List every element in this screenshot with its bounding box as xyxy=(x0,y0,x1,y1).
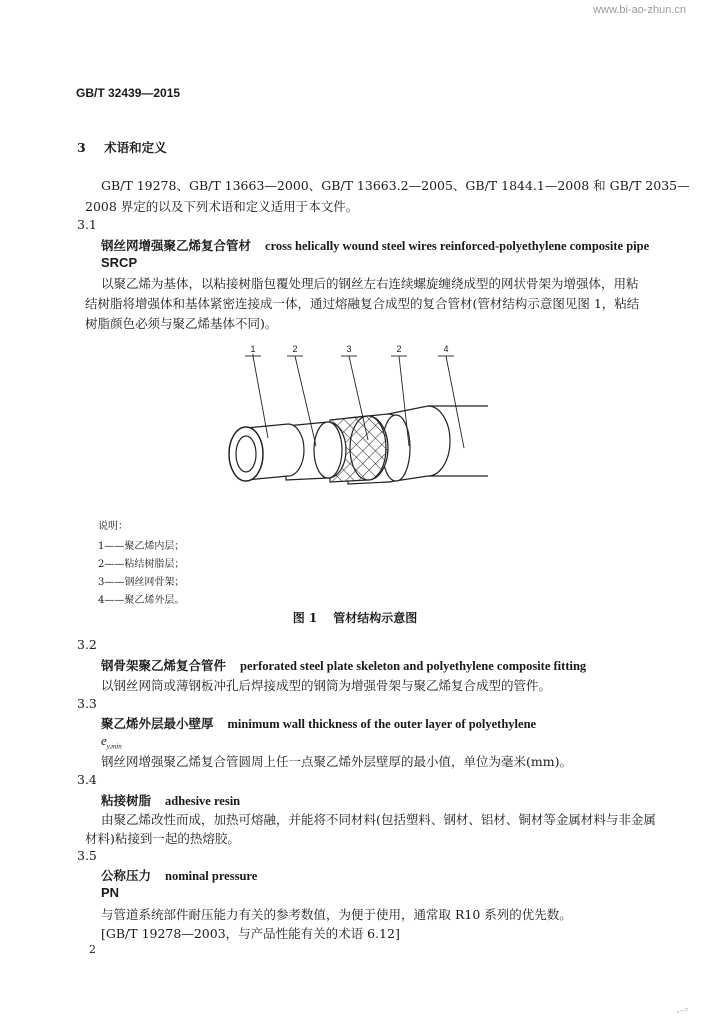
legend-item: 1——聚乙烯内层； xyxy=(98,541,185,552)
definition-line: 钢丝网增强聚乙烯复合管圆周上任一点聚乙烯外层壁厚的最小值，单位为毫米(mm)。 xyxy=(101,754,572,769)
callout-1: 1 xyxy=(250,344,256,354)
symbol-subscript: y,min xyxy=(106,742,122,751)
legend-item: 3——钢丝网骨架； xyxy=(98,577,185,588)
term-en: nominal pressure xyxy=(165,869,258,883)
symbol-base: e xyxy=(101,733,107,748)
legend-title: 说明： xyxy=(98,521,128,532)
term-number: 3.1 xyxy=(77,217,97,232)
legend-item: 4——聚乙烯外层。 xyxy=(98,595,185,606)
term-symbol xyxy=(101,733,122,751)
term-abbreviation: SRCP xyxy=(101,255,138,270)
term-zh: 聚乙烯外层最小壁厚 xyxy=(101,716,214,731)
term-title xyxy=(101,866,257,884)
term-en: perforated steel plate skeleton and polyethylene composite fitting xyxy=(240,659,587,673)
definition-line: 材料)粘接到一起的热熔胶。 xyxy=(85,831,240,846)
term-reference: [GB/T 19278—2003，与产品性能有关的术语 6.12] xyxy=(101,926,400,941)
section-number: 3 xyxy=(77,140,86,155)
figure-title: 管材结构示意图 xyxy=(333,611,418,625)
definition-line: 以聚乙烯为基体，以粘接树脂包覆处理后的钢丝左右连续螺旋缠绕成型的网状骨架为增强体，用粘 xyxy=(101,276,639,291)
definition-line: 树脂颜色必须与聚乙烯基体不同)。 xyxy=(85,316,278,331)
page-number: 2 xyxy=(89,943,96,956)
pipe-bore xyxy=(236,436,256,472)
callout-4: 4 xyxy=(443,344,449,354)
figure-number: 图 1 xyxy=(292,611,318,625)
term-zh: 粘接树脂 xyxy=(101,793,152,808)
definition-line: 以钢丝网筒或薄钢板冲孔后焊接成型的钢筒为增强骨架与聚乙烯复合成型的管件。 xyxy=(101,678,552,693)
legend-item: 2——粘结树脂层； xyxy=(98,559,185,570)
term-number: 3.5 xyxy=(77,848,97,863)
intro-line-2: 2008 界定的以及下列术语和定义适用于本文件。 xyxy=(85,199,359,214)
term-zh: 钢骨架聚乙烯复合管件 xyxy=(101,658,227,673)
term-number: 3.4 xyxy=(77,772,97,787)
watermark: www.bi-ao-zhun.cn xyxy=(593,4,686,16)
term-title xyxy=(101,236,649,254)
term-number: 3.2 xyxy=(77,637,97,652)
corner-mark: ·⁻⁷ xyxy=(676,1008,688,1018)
callout-3: 3 xyxy=(346,344,352,354)
steel-mesh-layer-3-end xyxy=(350,416,386,480)
callout-2: 2 xyxy=(292,344,298,354)
figure-caption xyxy=(0,609,710,626)
definition-line: 与管道系统部件耐压能力有关的参考数值，为便于使用，通常取 R10 系列的优先数。 xyxy=(101,907,572,922)
term-title xyxy=(101,791,240,809)
term-en: minimum wall thickness of the outer layer of polyethylene xyxy=(227,717,537,731)
term-number: 3.3 xyxy=(77,696,97,711)
intro-line-1: GB/T 19278、GB/T 13663—2000、GB/T 13663.2—2005、GB/T 1844.1—2008 和 GB/T 2035— xyxy=(101,178,690,193)
section-heading xyxy=(77,138,167,156)
definition-line: 结树脂将增强体和基体紧密连接成一体，通过熔融复合成型的复合管材(管材结构示意图见图 1，粘结 xyxy=(85,296,640,311)
term-abbreviation: PN xyxy=(101,885,120,900)
term-zh: 钢丝网增强聚乙烯复合管材 xyxy=(101,238,252,253)
term-title xyxy=(101,656,586,674)
pipe-structure-diagram xyxy=(210,336,500,514)
section-title: 术语和定义 xyxy=(104,140,167,155)
term-zh: 公称压力 xyxy=(101,868,152,883)
term-title xyxy=(101,714,536,732)
callout-labels xyxy=(250,344,448,354)
term-en: cross helically wound steel wires reinforced-polyethylene composite pipe xyxy=(265,239,650,253)
term-en: adhesive resin xyxy=(165,794,241,808)
definition-line: 由聚乙烯改性而成，加热可熔融，并能将不同材料(包括塑料、钢材、铝材、铜材等金属材料与非金属 xyxy=(101,812,656,827)
callout-2: 2 xyxy=(396,344,402,354)
resin-layer-2-inner-end xyxy=(314,422,342,478)
standard-number: GB/T 32439—2015 xyxy=(76,86,181,100)
